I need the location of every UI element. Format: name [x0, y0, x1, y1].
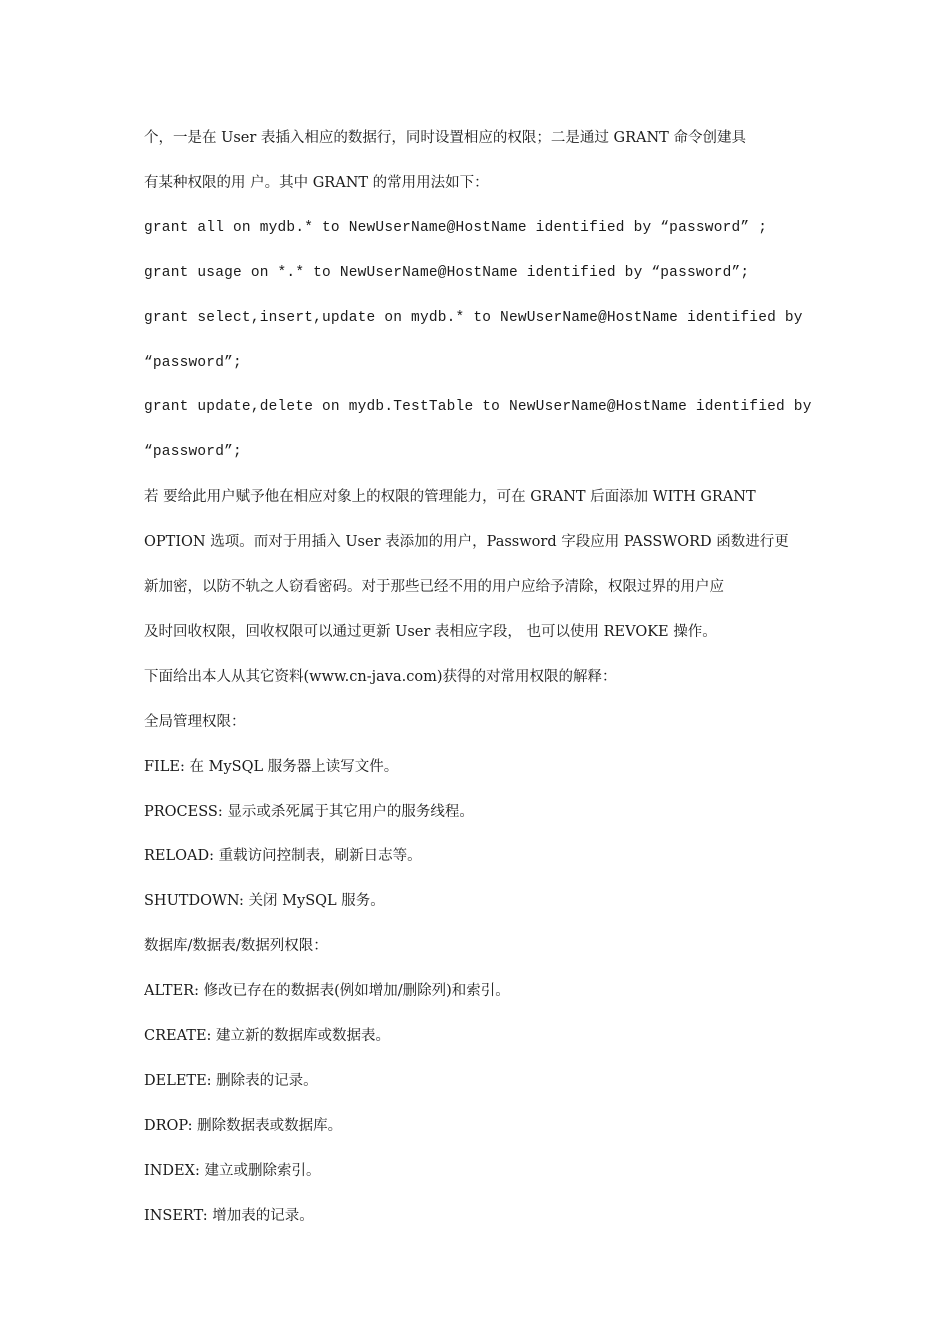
text-line: grant all on mydb.* to NewUserName@HostName identified by “password” ; [144, 220, 768, 236]
text-line: SHUTDOWN: 关闭 MySQL 服务。 [144, 893, 385, 909]
text-line: OPTION 选项。而对于用插入 User 表添加的用户，Password 字段应用 PASSWORD 函数进行更 [144, 534, 789, 550]
text-line: RELOAD: 重载访问控制表，刷新日志等。 [144, 848, 422, 864]
text-line: 数据库/数据表/数据列权限： [144, 938, 328, 954]
text-line: grant update,delete on mydb.TestTable to NewUserName@HostName identified by [144, 399, 812, 415]
text-line: 下面给出本人从其它资料(www.cn-java.com)获得的对常用权限的解释： [144, 669, 617, 685]
text-line: grant select,insert,update on mydb.* to NewUserName@HostName identified by [144, 310, 803, 326]
text-line: ALTER: 修改已存在的数据表(例如增加/删除列)和索引。 [144, 983, 510, 999]
text-line: “password”; [144, 355, 242, 371]
text-line: DELETE: 删除表的记录。 [144, 1073, 318, 1089]
text-line: PROCESS: 显示或杀死属于其它用户的服务线程。 [144, 804, 474, 820]
text-line: DROP: 删除数据表或数据库。 [144, 1118, 343, 1134]
text-line: 新加密，以防不轨之人窃看密码。对于那些已经不用的用户应给予清除，权限过界的用户应 [144, 579, 724, 595]
text-line: INSERT: 增加表的记录。 [144, 1208, 314, 1224]
text-line: grant usage on *.* to NewUserName@HostName identified by “password”; [144, 265, 750, 281]
text-line: “password”; [144, 444, 242, 460]
text-line: CREATE: 建立新的数据库或数据表。 [144, 1028, 391, 1044]
text-line: 及时回收权限，回收权限可以通过更新 User 表相应字段， 也可以使用 REVOKE 操作。 [144, 624, 717, 640]
text-line: INDEX: 建立或删除索引。 [144, 1163, 321, 1179]
text-line: 个，一是在 User 表插入相应的数据行，同时设置相应的权限；二是通过 GRANT 命令创建具 [144, 130, 746, 146]
text-line: FILE: 在 MySQL 服务器上读写文件。 [144, 759, 399, 775]
text-line: 若 要给此用户赋予他在相应对象上的权限的管理能力，可在 GRANT 后面添加 WITH GRANT [144, 489, 756, 505]
text-line: 有某种权限的用 户。其中 GRANT 的常用用法如下： [144, 175, 489, 191]
text-line: 全局管理权限： [144, 714, 246, 730]
